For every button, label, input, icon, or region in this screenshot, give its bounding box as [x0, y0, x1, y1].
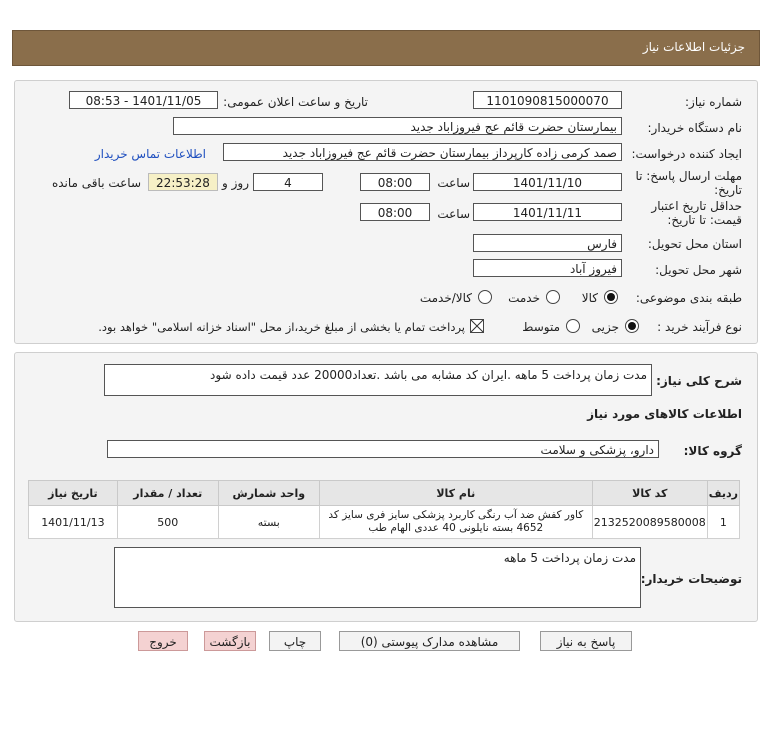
summary-field: [104, 364, 652, 396]
buyer-desc-label: توضیحات خریدار:: [640, 572, 742, 586]
need-number-field: 1101090815000070: [473, 91, 622, 109]
deadline-time-label: ساعت: [437, 176, 470, 190]
col-date-header: تاریخ نیاز: [29, 481, 118, 506]
buyer-label: نام دستگاه خریدار:: [647, 121, 742, 135]
process-radio-medium[interactable]: [566, 319, 580, 333]
back-button[interactable]: بازگشت: [204, 631, 256, 651]
announce-field: 1401/11/05 - 08:53: [69, 91, 218, 109]
validity-time-field: 08:00: [360, 203, 430, 221]
validity-date-field: 1401/11/11: [473, 203, 622, 221]
city-label: شهر محل تحویل:: [655, 263, 742, 277]
deadline-date-field: 1401/11/10: [473, 173, 622, 191]
process-option-minor: جزیی: [591, 320, 619, 334]
days-label: روز و: [222, 176, 249, 190]
category-radio-goods-service[interactable]: [478, 290, 492, 304]
page-title: جزئیات اطلاعات نیاز: [642, 40, 745, 54]
category-option-service: خدمت: [508, 291, 540, 305]
summary-label: شرح کلی نیاز:: [656, 374, 742, 388]
remaining-time-field: 22:53:28: [148, 173, 218, 191]
summary-text: مدت زمان پرداخت 5 ماهه .ایران کد مشابه می باشد .تعداد20000 عدد قیمت داده شود: [210, 368, 647, 382]
deadline-label: مهلت ارسال پاسخ: تا تاریخ:: [635, 169, 742, 197]
print-button[interactable]: چاپ: [269, 631, 321, 651]
buyer-field: بیمارستان حضرت قائم عج فیروزاباد جدید: [173, 117, 622, 135]
category-radio-goods[interactable]: [604, 290, 618, 304]
treasury-checkbox[interactable]: [470, 319, 484, 333]
goods-info-heading: اطلاعات کالاهای مورد نیاز: [587, 407, 742, 421]
validity-time-label: ساعت: [437, 207, 470, 221]
col-code-header: کد کالا: [592, 481, 707, 506]
need-number-label: شماره نیاز:: [685, 95, 742, 109]
buyer-desc-text: مدت زمان پرداخت 5 ماهه: [503, 551, 636, 565]
process-label: نوع فرآیند خرید :: [657, 320, 742, 334]
city-field: فیروز آباد: [473, 259, 622, 277]
col-qty-header: تعداد / مقدار: [117, 481, 218, 506]
creator-label: ایجاد کننده درخواست:: [631, 147, 742, 161]
cell-name: [319, 506, 592, 539]
category-radio-service[interactable]: [546, 290, 560, 304]
category-option-goods-service: کالا/خدمت: [419, 291, 472, 305]
days-field: 4: [253, 173, 323, 191]
cell-name-line1: کاور کفش ضد آب رنگی کاربرد پزشکی سایز فری سایز کد: [328, 509, 584, 521]
contact-buyer-link[interactable]: اطلاعات تماس خریدار: [94, 147, 206, 161]
cell-date: 1401/11/13: [29, 506, 118, 539]
reply-button[interactable]: پاسخ به نیاز: [540, 631, 632, 651]
cell-qty: 500: [117, 506, 218, 539]
cell-name-line2: 4652 بسته نایلونی 40 عددی الهام طب: [368, 522, 544, 534]
goods-group-field: دارو، پزشکی و سلامت: [107, 440, 659, 458]
announce-label: تاریخ و ساعت اعلان عمومی:: [223, 95, 368, 109]
goods-table: [28, 480, 740, 539]
province-field: فارس: [473, 234, 622, 252]
creator-field: صمد کرمی زاده کارپرداز بیمارستان حضرت قائم عج فیروزاباد جدید: [223, 143, 622, 161]
process-option-medium: متوسط: [522, 320, 560, 334]
page-header: [12, 30, 760, 66]
deadline-time-field: 08:00: [360, 173, 430, 191]
attachments-button[interactable]: مشاهده مدارک پیوستی (0): [339, 631, 520, 651]
cell-index: 1: [707, 506, 739, 539]
table-row: [29, 506, 740, 539]
col-name-header: نام کالا: [319, 481, 592, 506]
cell-code: 2132520089580008: [592, 506, 707, 539]
col-unit-header: واحد شمارش: [218, 481, 319, 506]
exit-button[interactable]: خروج: [138, 631, 188, 651]
col-row-header: ردیف: [707, 481, 739, 506]
category-label: طبقه بندی موضوعی:: [635, 291, 742, 305]
process-radio-minor[interactable]: [625, 319, 639, 333]
goods-table-header-row: [29, 481, 740, 506]
buyer-desc-field: [114, 547, 641, 608]
validity-label: حداقل تاریخ اعتبار قیمت: تا تاریخ:: [651, 199, 742, 227]
category-option-goods: کالا: [581, 291, 598, 305]
treasury-note: پرداخت تمام یا بخشی از مبلغ خرید،از محل "اسناد خزانه اسلامی" خواهد بود.: [98, 320, 465, 334]
remaining-label: ساعت باقی مانده: [51, 176, 141, 190]
province-label: استان محل تحویل:: [647, 237, 742, 251]
cell-unit: بسته: [218, 506, 319, 539]
goods-group-label: گروه کالا:: [683, 444, 742, 458]
